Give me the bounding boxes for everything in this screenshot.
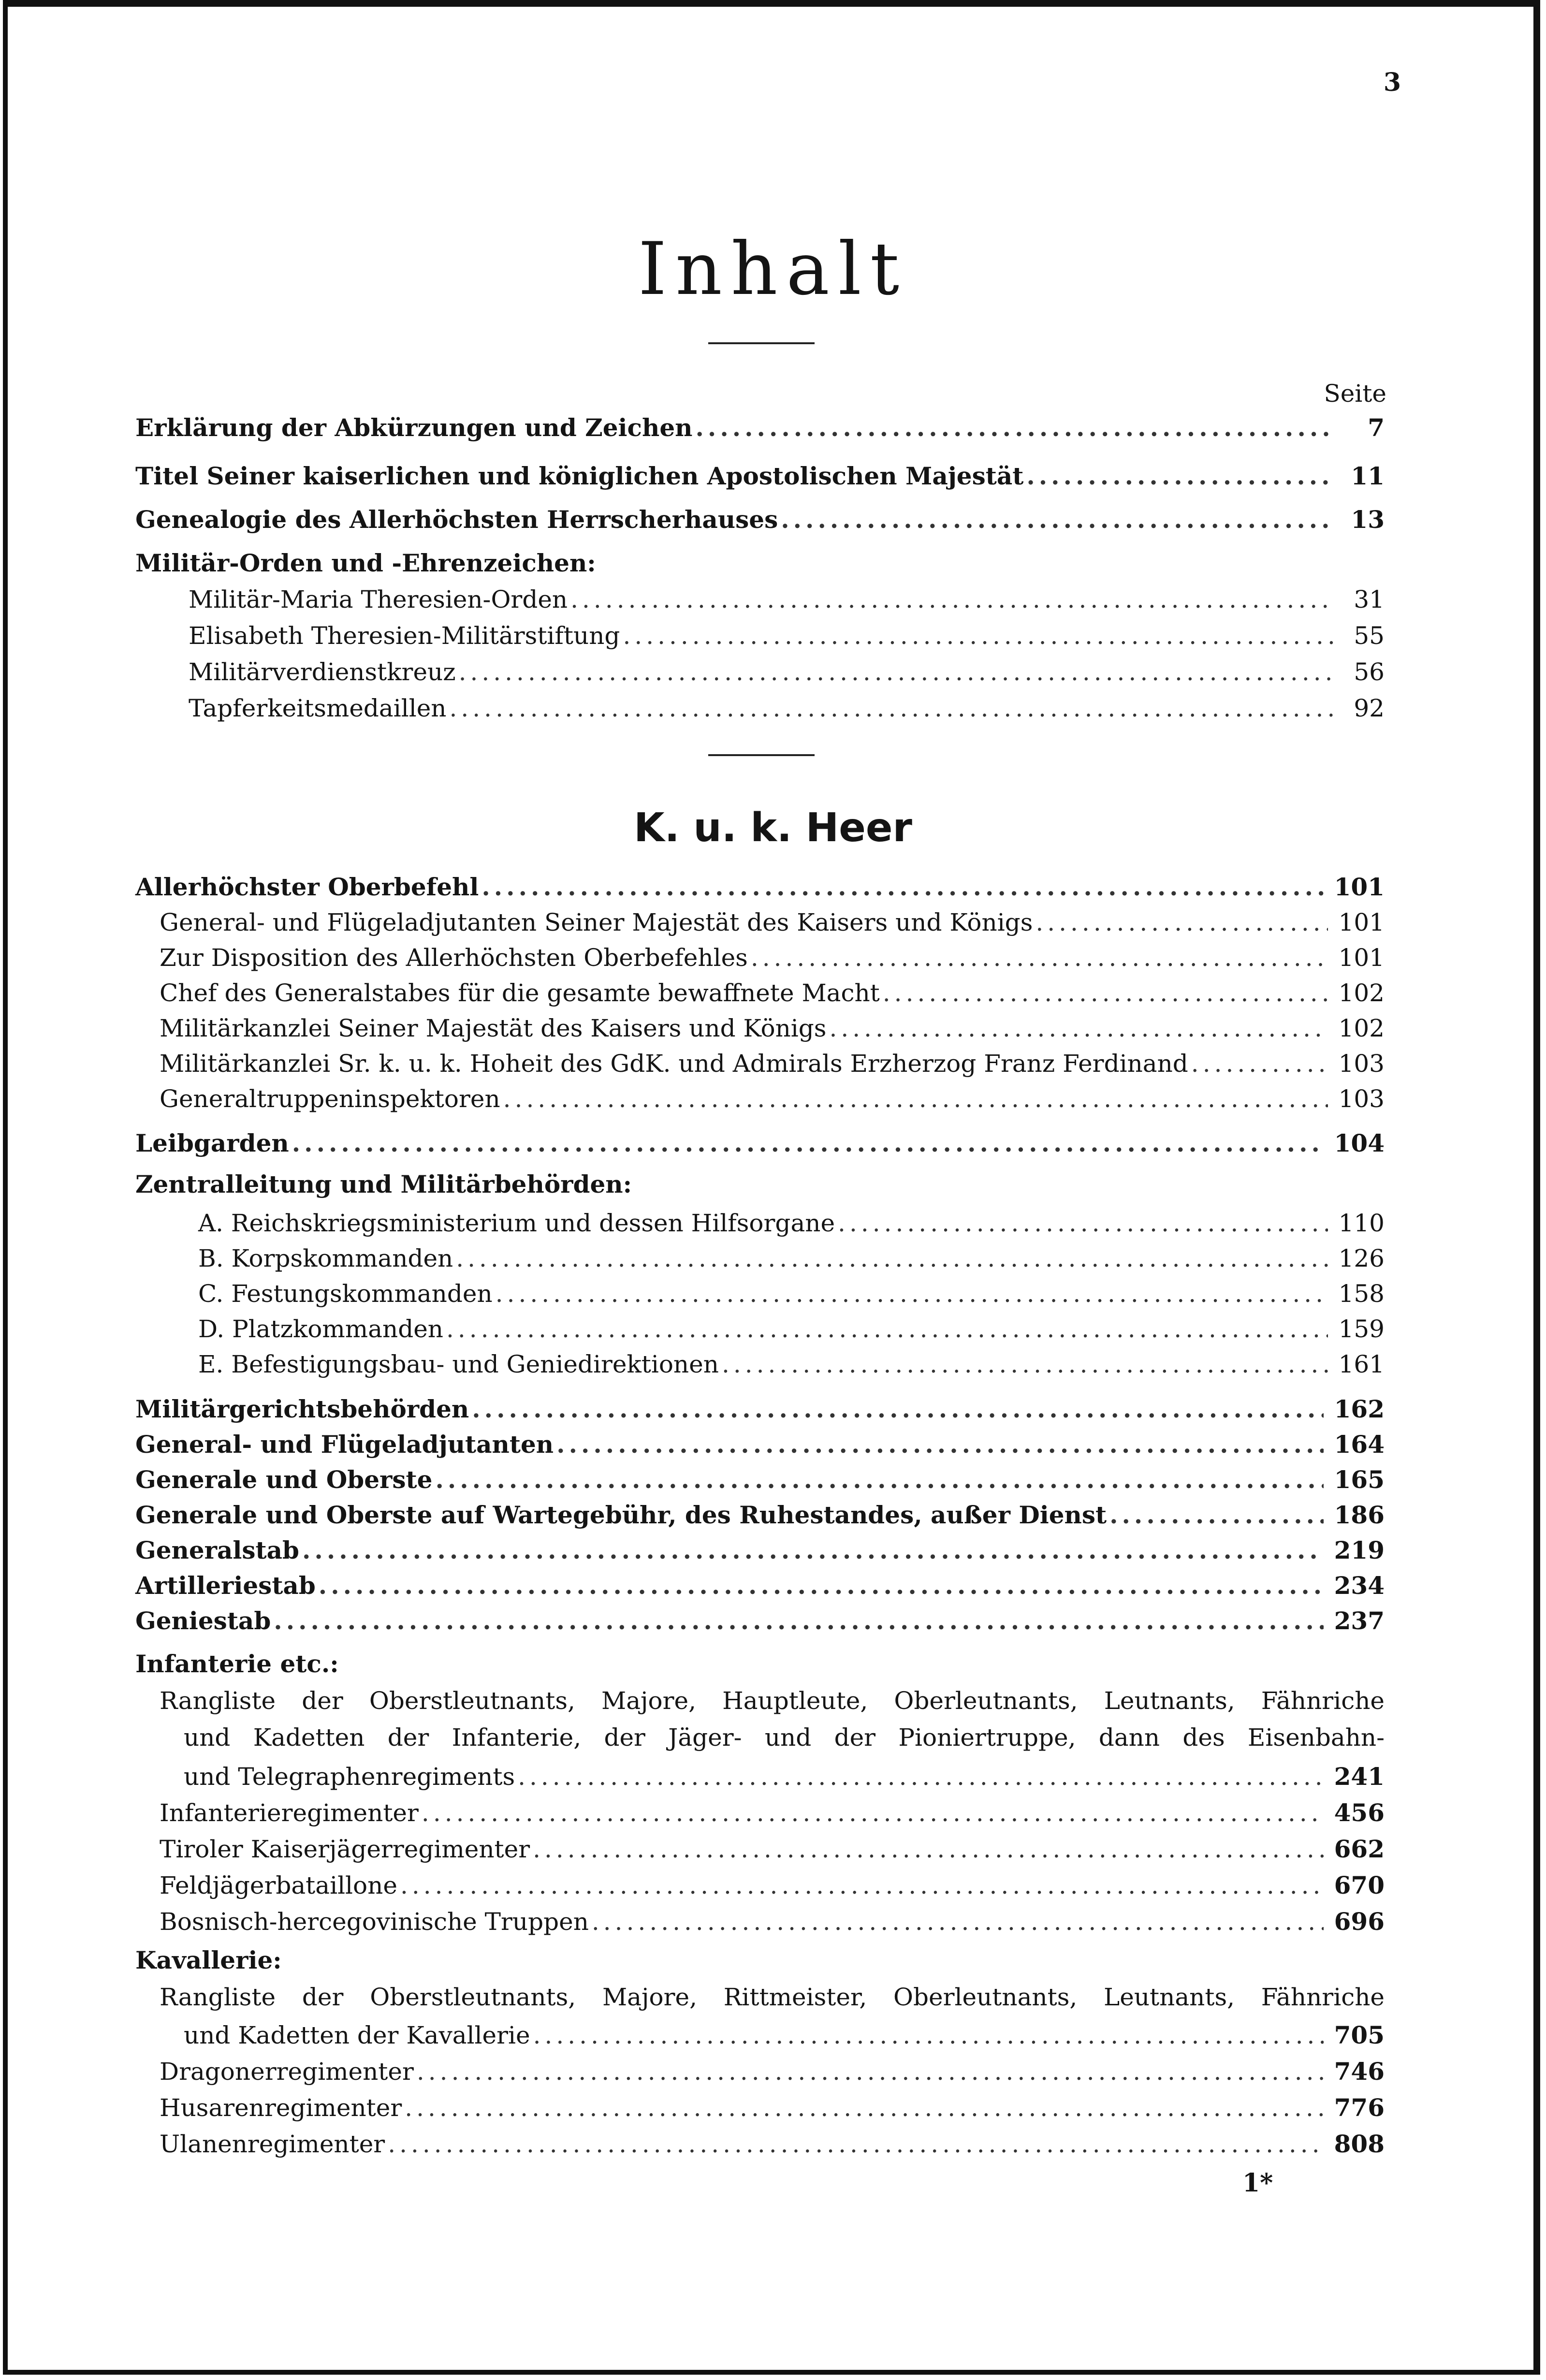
toc-entry[interactable] xyxy=(198,1244,1385,1273)
section-heading: Zentralleitung und Militärbehörden: xyxy=(135,1170,632,1198)
toc-entry[interactable] xyxy=(135,1606,1385,1635)
toc-entry-page: 808 xyxy=(1334,2130,1385,2158)
leader-dots xyxy=(456,1244,1327,1273)
toc-entry-page: 11 xyxy=(1351,462,1385,490)
leader-dots xyxy=(417,2057,1324,2086)
toc-entry[interactable] xyxy=(160,1049,1385,1078)
leader-dots xyxy=(388,2130,1323,2159)
leader-dots xyxy=(556,1430,1323,1459)
toc-entry-page: 102 xyxy=(1338,979,1385,1007)
toc-entry-page: 456 xyxy=(1334,1798,1385,1827)
toc-entry-label: Tiroler Kaiserjägerregimenter xyxy=(160,1835,530,1863)
toc-entry[interactable] xyxy=(135,1395,1385,1424)
toc-entry-page: 158 xyxy=(1338,1280,1385,1308)
toc-entry-label: Militärgerichtsbehörden xyxy=(135,1395,469,1423)
toc-entry-page: 234 xyxy=(1334,1571,1385,1600)
toc-entry-label: General- und Flügeladjutanten xyxy=(135,1430,554,1459)
leader-dots xyxy=(481,873,1323,902)
toc-entry[interactable] xyxy=(160,1835,1385,1864)
leader-dots xyxy=(838,1209,1328,1238)
toc-entry-page: 56 xyxy=(1354,658,1385,686)
toc-entry-label: Generalstab xyxy=(135,1536,300,1564)
toc-entry-label: Erklärung der Abkürzungen und Zeichen xyxy=(135,413,693,442)
toc-entry-page: 161 xyxy=(1338,1350,1385,1378)
leader-dots xyxy=(829,1014,1327,1043)
leader-dots xyxy=(422,1798,1324,1827)
toc-entry-label: Leibgarden xyxy=(135,1129,289,1157)
toc-entry-label: Elisabeth Theresien-Militärstiftung xyxy=(189,622,620,650)
toc-entry[interactable] xyxy=(135,413,1385,442)
toc-entry[interactable] xyxy=(184,2021,1385,2050)
toc-entry[interactable] xyxy=(135,873,1385,902)
toc-entry[interactable] xyxy=(198,1314,1385,1343)
leader-dots xyxy=(302,1536,1324,1565)
toc-entry[interactable] xyxy=(189,585,1385,614)
toc-entry-label: Tapferkeitsmedaillen xyxy=(189,694,447,722)
toc-entry-page: 102 xyxy=(1338,1014,1385,1042)
page-title: Inhalt xyxy=(638,227,908,311)
toc-entry-page: 241 xyxy=(1334,1762,1385,1791)
toc-entry-page: 159 xyxy=(1338,1315,1385,1343)
toc-entry[interactable] xyxy=(135,1430,1385,1459)
toc-entry[interactable] xyxy=(160,2093,1385,2122)
leader-dots xyxy=(781,505,1333,534)
toc-entry-label: Generale und Oberste xyxy=(135,1465,433,1494)
toc-entry[interactable] xyxy=(160,1014,1385,1043)
leader-dots xyxy=(292,1129,1324,1158)
toc-entry[interactable] xyxy=(184,1762,1385,1791)
toc-entry-page: 92 xyxy=(1354,694,1385,722)
toc-entry[interactable] xyxy=(160,2057,1385,2086)
leader-dots xyxy=(1036,908,1327,937)
toc-entry-label: Feldjägerbataillone xyxy=(160,1871,397,1899)
section-heading: Kavallerie: xyxy=(135,1946,282,1974)
toc-entry-page: 164 xyxy=(1334,1430,1385,1459)
toc-entry-label: Zur Disposition des Allerhöchsten Oberbefehles xyxy=(160,944,748,972)
toc-entry-label: Infanterieregimenter xyxy=(160,1799,419,1827)
leader-dots xyxy=(883,978,1328,1007)
rangliste-paragraph-line: und Kadetten der Infanterie, der Jäger- und der Pioniertruppe, dann des Eisenbahn- xyxy=(184,1723,1385,1752)
toc-entry-page: 101 xyxy=(1334,873,1385,901)
toc-entry-page: 7 xyxy=(1368,413,1385,442)
toc-entry[interactable] xyxy=(160,2130,1385,2159)
toc-entry-page: 101 xyxy=(1338,944,1385,972)
toc-entry-label: D. Platzkommanden xyxy=(198,1315,444,1343)
seite-column-label: Seite xyxy=(1324,380,1386,408)
leader-dots xyxy=(696,413,1334,442)
toc-entry[interactable] xyxy=(160,943,1385,972)
section-divider xyxy=(708,754,815,756)
toc-entry-label: Geniestab xyxy=(135,1606,271,1635)
page-number: 3 xyxy=(1383,68,1401,97)
leader-dots xyxy=(503,1084,1328,1113)
toc-entry-page: 162 xyxy=(1334,1395,1385,1423)
leader-dots xyxy=(319,1571,1324,1600)
toc-entry[interactable] xyxy=(135,1129,1385,1158)
leader-dots xyxy=(274,1606,1323,1635)
toc-entry[interactable] xyxy=(160,978,1385,1007)
signature-mark: 1* xyxy=(1242,2168,1273,2198)
toc-entry-label: und Telegraphenregiments xyxy=(184,1763,515,1791)
toc-entry-label: Militärkanzlei Seiner Majestät des Kaisers und Königs xyxy=(160,1014,827,1042)
toc-entry-page: 662 xyxy=(1334,1835,1385,1863)
rangliste-paragraph-line: Rangliste der Oberstleutnants, Majore, Hauptleute, Oberleutnants, Leutnants, Fähnriche xyxy=(160,1687,1385,1715)
toc-entry[interactable] xyxy=(160,1798,1385,1827)
toc-entry-page: 237 xyxy=(1334,1606,1385,1635)
leader-dots xyxy=(570,585,1333,614)
toc-entry[interactable] xyxy=(189,657,1385,686)
title-divider xyxy=(708,342,815,344)
toc-entry[interactable] xyxy=(198,1350,1385,1379)
leader-dots xyxy=(623,621,1333,650)
toc-entry-page: 186 xyxy=(1334,1501,1385,1529)
toc-entry-page: 103 xyxy=(1338,1050,1385,1078)
leader-dots xyxy=(496,1279,1328,1308)
toc-entry-page: 705 xyxy=(1334,2021,1385,2049)
toc-entry-page: 776 xyxy=(1334,2093,1385,2122)
toc-entry[interactable] xyxy=(135,1571,1385,1600)
toc-entry[interactable] xyxy=(160,1871,1385,1900)
toc-entry[interactable] xyxy=(160,908,1385,937)
leader-dots xyxy=(400,1871,1324,1900)
toc-entry-label: Genealogie des Allerhöchsten Herrscherhauses xyxy=(135,505,778,534)
toc-entry-label: Militär-Maria Theresien-Orden xyxy=(189,585,568,613)
toc-entry-page: 126 xyxy=(1338,1244,1385,1272)
toc-entry-page: 165 xyxy=(1334,1465,1385,1494)
toc-entry-label: Bosnisch-hercegovinische Truppen xyxy=(160,1908,589,1936)
toc-entry-label: Allerhöchster Oberbefehl xyxy=(135,873,479,901)
leader-dots xyxy=(459,657,1333,686)
toc-entry-label: Titel Seiner kaiserlichen und königlichen Apostolischen Majestät xyxy=(135,462,1024,490)
leader-dots xyxy=(450,694,1334,723)
toc-entry[interactable] xyxy=(189,694,1385,723)
toc-entry[interactable] xyxy=(135,462,1385,491)
toc-entry-page: 670 xyxy=(1334,1871,1385,1899)
toc-entry-label: Dragonerregimenter xyxy=(160,2058,414,2086)
section-heading: Infanterie etc.: xyxy=(135,1650,339,1678)
toc-entry[interactable] xyxy=(160,1907,1385,1936)
leader-dots xyxy=(1191,1049,1328,1078)
toc-entry-page: 696 xyxy=(1334,1907,1385,1936)
leader-dots xyxy=(1109,1501,1324,1530)
leader-dots xyxy=(722,1350,1328,1379)
toc-entry-page: 746 xyxy=(1334,2057,1385,2086)
toc-entry-label: Generale und Oberste auf Wartegebühr, des Ruhestandes, außer Dienst xyxy=(135,1501,1107,1529)
toc-entry[interactable] xyxy=(135,1465,1385,1494)
toc-entry-page: 104 xyxy=(1334,1129,1385,1157)
leader-dots xyxy=(472,1395,1323,1424)
leader-dots xyxy=(533,1835,1324,1864)
leader-dots xyxy=(518,1762,1324,1791)
toc-entry-label: B. Korpskommanden xyxy=(198,1244,453,1272)
toc-entry-page: 101 xyxy=(1338,908,1385,936)
leader-dots xyxy=(405,2093,1323,2122)
toc-entry-page: 31 xyxy=(1354,585,1385,613)
leader-dots xyxy=(446,1314,1328,1343)
toc-entry[interactable] xyxy=(198,1209,1385,1238)
rangliste-paragraph-line: Rangliste der Oberstleutnants, Majore, Rittmeister, Oberleutnants, Leutnants, Fähnriche xyxy=(160,1983,1385,2011)
section-heading: Militär-Orden und -Ehrenzeichen: xyxy=(135,549,596,577)
toc-entry-label: General- und Flügeladjutanten Seiner Majestät des Kaisers und Königs xyxy=(160,908,1033,936)
toc-entry-label: A. Reichskriegsministerium und dessen Hilfsorgane xyxy=(198,1209,835,1237)
toc-entry-label: Chef des Generalstabes für die gesamte bewaffnete Macht xyxy=(160,979,880,1007)
toc-entry-label: Husarenregimenter xyxy=(160,2094,402,2122)
toc-entry[interactable] xyxy=(135,1501,1385,1530)
toc-entry-page: 55 xyxy=(1354,622,1385,650)
toc-entry[interactable] xyxy=(135,1536,1385,1565)
toc-entry-label: Militärverdienstkreuz xyxy=(189,658,456,686)
toc-entry-page: 110 xyxy=(1338,1209,1385,1237)
toc-entry-label: E. Befestigungsbau- und Geniedirektionen xyxy=(198,1350,719,1378)
toc-entry-label: C. Festungskommanden xyxy=(198,1280,493,1308)
leader-dots xyxy=(435,1465,1323,1494)
toc-entry-label: und Kadetten der Kavallerie xyxy=(184,2021,530,2049)
toc-entry-label: Artilleriestab xyxy=(135,1571,316,1600)
toc-entry[interactable] xyxy=(135,505,1385,534)
toc-entry-page: 103 xyxy=(1338,1085,1385,1113)
toc-entry-label: Militärkanzlei Sr. k. u. k. Hoheit des GdK. und Admirals Erzherzog Franz Ferdinand xyxy=(160,1050,1188,1078)
leader-dots xyxy=(1026,462,1333,491)
toc-entry-page: 219 xyxy=(1334,1536,1385,1564)
toc-entry-label: Generaltruppeninspektoren xyxy=(160,1085,500,1113)
toc-entry-page: 13 xyxy=(1351,505,1385,534)
leader-dots xyxy=(533,2021,1324,2050)
section-title: K. u. k. Heer xyxy=(634,805,912,851)
toc-entry-label: Ulanenregimenter xyxy=(160,2130,385,2158)
toc-entry[interactable] xyxy=(198,1279,1385,1308)
leader-dots xyxy=(751,943,1328,972)
toc-entry[interactable] xyxy=(189,621,1385,650)
leader-dots xyxy=(592,1907,1324,1936)
toc-entry[interactable] xyxy=(160,1084,1385,1113)
